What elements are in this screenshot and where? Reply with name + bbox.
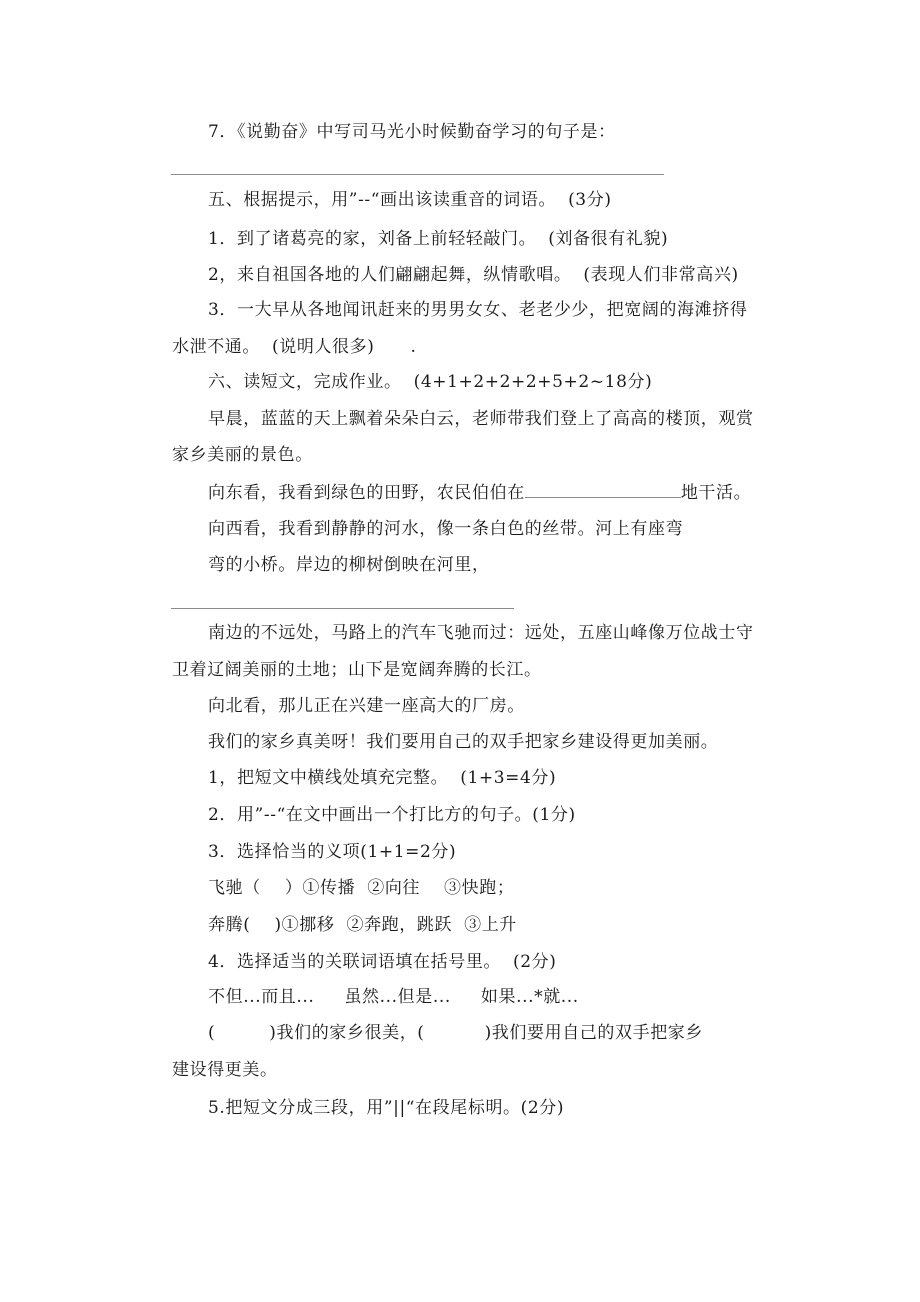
question-6-2: 2．用”--“在文中画出一个打比方的句子。(1分) [208, 805, 576, 825]
question-6-4-sentence-line1: ( )我们的家乡很美，( )我们要用自己的双手把家乡 [208, 1023, 704, 1043]
question-6-4-sentence-line2: 建设得更美。 [172, 1060, 278, 1080]
question-6-5: 5.把短文分成三段，用”||“在段尾标明。(2分) [208, 1098, 565, 1118]
passage-p1-line2: 家乡美丽的景色。 [172, 445, 313, 465]
passage-p6: 我们的家乡真美呀！我们要用自己的双手把家乡建设得更加美丽。 [208, 732, 719, 752]
question-6-3-b: 奔腾( )①挪移 ②奔跑，跳跃 ③上升 [208, 915, 517, 935]
answer-line-q7[interactable] [171, 174, 664, 175]
question-6-1: 1，把短文中横线处填充完整。 (1+3=4分) [208, 768, 557, 788]
section-6-heading: 六、读短文，完成作业。 (4+1+2+2+2+5+2~18分) [208, 372, 653, 392]
section-5-item-3: 3．一大早从各地闻讯赶来的男男女女、老老少少，把宽阔的海滩挤得 [208, 300, 748, 320]
question-7: 7．《说勤奋》中写司马光小时候勤奋学习的句子是： [208, 122, 616, 142]
passage-p2 [208, 479, 751, 505]
passage-p1-line1: 早晨，蓝蓝的天上飘着朵朵白云，老师带我们登上了高高的楼顶，观赏 [208, 409, 754, 429]
question-6-3: 3．选择恰当的义项(1+1=2分) [208, 842, 457, 862]
passage-p3-line2: 弯的小桥。岸边的柳树倒映在河里， [208, 555, 490, 575]
fill-blank-farmers[interactable] [525, 479, 681, 498]
section-5-item-2: 2，来自祖国各地的人们翩翩起舞，纵情歌唱。 (表现人们非常高兴) [208, 265, 739, 285]
passage-p2-before: 向东看，我看到绿色的田野，农民伯伯在 [208, 483, 525, 503]
passage-p5: 向北看，那儿正在兴建一座高大的厂房。 [208, 696, 525, 716]
section-5-heading: 五、根据提示，用”--“画出该读重音的词语。 (3分) [208, 190, 612, 210]
section-5-item-1: 1．到了诸葛亮的家，刘备上前轻轻敲门。 (刘备很有礼貌) [208, 229, 669, 249]
passage-p2-after: 地干活。 [680, 483, 752, 503]
section-5-item-3-cont: 水泄不通。 (说明人很多) . [172, 337, 417, 357]
passage-p4-line1: 南边的不远处，马路上的汽车飞驰而过：远处，五座山峰像万位战士守 [208, 623, 754, 643]
question-6-4-options: 不但...而且... 虽然...但是... 如果...*就... [208, 987, 579, 1007]
passage-p3-line1: 向西看，我看到静静的河水，像一条白色的丝带。河上有座弯 [208, 519, 684, 539]
question-6-3-a: 飞驰（ ）①传播 ②向往 ③快跑； [208, 878, 515, 898]
fill-blank-willow[interactable] [171, 608, 514, 609]
passage-p4-line2: 卫着辽阔美丽的土地；山下是宽阔奔腾的长江。 [172, 660, 542, 680]
question-6-4: 4．选择适当的关联词语填在括号里。 (2分) [208, 952, 557, 972]
